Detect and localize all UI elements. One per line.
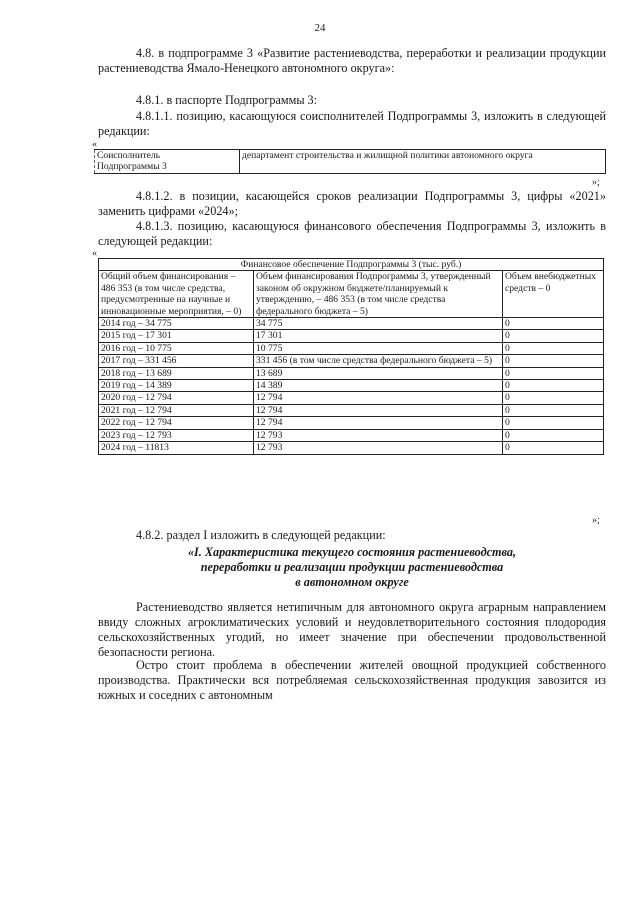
financing-extrabudget-cell: 0 xyxy=(503,367,604,379)
page-number: 24 xyxy=(314,22,326,34)
close-quote-1: »; xyxy=(592,177,600,188)
financing-extrabudget-cell: 0 xyxy=(503,442,604,454)
financing-budget-cell: 12 794 xyxy=(254,404,503,416)
financing-extrabudget-cell: 0 xyxy=(503,429,604,441)
financing-extrabudget-cell: 0 xyxy=(503,330,604,342)
financing-budget-cell: 12 794 xyxy=(254,417,503,429)
paragraph-4-8-1: 4.8.1. в паспорте Подпрограммы 3: xyxy=(136,93,318,107)
financing-header-extrabudget: Объем внебюджетных средств – 0 xyxy=(503,271,604,318)
coexecutor-label-line1: Соисполнитель xyxy=(97,150,161,161)
financing-table-caption: Финансовое обеспечение Подпрограммы 3 (тыс. руб.) xyxy=(99,259,604,271)
coexecutor-value-cell: департамент строительства и жилищной политики автономного округа xyxy=(240,150,606,174)
financing-extrabudget-cell: 0 xyxy=(503,404,604,416)
financing-extrabudget-cell: 0 xyxy=(503,380,604,392)
paragraph-4-8-2: 4.8.2. раздел I изложить в следующей редакции: xyxy=(136,528,386,542)
paragraph-4-8: 4.8. в подпрограмме 3 «Развитие растениеводства, переработки и реализации продукции растениеводства Ямало-Ненецкого автономного округа»: xyxy=(98,46,606,75)
financing-budget-cell: 12 793 xyxy=(254,429,503,441)
financing-budget-cell: 10 775 xyxy=(254,342,503,354)
financing-year-cell: 2014 год – 34 775 xyxy=(99,318,254,330)
open-quote-2: « xyxy=(92,248,97,259)
financing-extrabudget-cell: 0 xyxy=(503,417,604,429)
financing-header-total: Общий объем финансирования – 486 353 (в том числе средства, предусмотренные на научные и инновационные мероприятия, – 0) xyxy=(99,271,254,318)
financing-budget-cell: 12 793 xyxy=(254,442,503,454)
financing-row xyxy=(99,355,604,367)
financing-year-cell: 2017 год – 331 456 xyxy=(99,355,254,367)
body-paragraph-1: Растениеводство является нетипичным для автономного округа аграрным направлением ввиду сложных агроклиматических условий и неудовлетворительного состояния плодородия сельскохозяйственных угодий, но имеет значение при обеспечении продовольственной безопасности региона. xyxy=(98,600,606,659)
financing-row xyxy=(99,380,604,392)
financing-year-cell: 2021 год – 12 794 xyxy=(99,404,254,416)
financing-year-cell: 2023 год – 12 793 xyxy=(99,429,254,441)
financing-row xyxy=(99,404,604,416)
section-heading-line3: в автономном округе xyxy=(295,575,409,589)
paragraph-4-8-1-2: 4.8.1.2. в позиции, касающейся сроков реализации Подпрограммы 3, цифры «2021» заменить цифрами «2024»; xyxy=(98,189,606,218)
body-paragraph-2: Остро стоит проблема в обеспечении жителей овощной продукцией собственного производства. Практически вся потребляемая сельскохозяйственная продукция завозится из южных и соседних с автономным xyxy=(98,658,606,702)
coexecutor-table xyxy=(94,149,606,174)
financing-budget-cell: 14 389 xyxy=(254,380,503,392)
financing-row xyxy=(99,417,604,429)
financing-row xyxy=(99,429,604,441)
financing-row xyxy=(99,330,604,342)
financing-rows xyxy=(99,318,604,454)
financing-table xyxy=(98,258,604,455)
coexecutor-label-cell xyxy=(95,150,240,174)
financing-extrabudget-cell: 0 xyxy=(503,342,604,354)
financing-row xyxy=(99,367,604,379)
coexecutor-label-line2: Подпрограммы 3 xyxy=(97,161,167,173)
financing-budget-cell: 17 301 xyxy=(254,330,503,342)
financing-year-cell: 2016 год – 10 775 xyxy=(99,342,254,354)
financing-year-cell: 2018 год – 13 689 xyxy=(99,367,254,379)
financing-extrabudget-cell: 0 xyxy=(503,392,604,404)
open-quote-1: « xyxy=(92,139,97,150)
financing-row xyxy=(99,392,604,404)
financing-budget-cell: 12 794 xyxy=(254,392,503,404)
financing-year-cell: 2022 год – 12 794 xyxy=(99,417,254,429)
financing-row xyxy=(99,342,604,354)
financing-budget-cell: 13 689 xyxy=(254,367,503,379)
financing-row xyxy=(99,318,604,330)
financing-row xyxy=(99,442,604,454)
financing-budget-cell: 34 775 xyxy=(254,318,503,330)
financing-extrabudget-cell: 0 xyxy=(503,355,604,367)
financing-year-cell: 2024 год – 11813 xyxy=(99,442,254,454)
financing-header-budget: Объем финансирования Подпрограммы 3, утвержденный законом об окружном бюджете/планируемый к утверждению, – 486 353 (в том числе средства федерального бюджета – 5) xyxy=(254,271,503,318)
financing-budget-cell: 331 456 (в том числе средства федерального бюджета – 5) xyxy=(254,355,503,367)
financing-year-cell: 2015 год – 17 301 xyxy=(99,330,254,342)
close-quote-2: »; xyxy=(592,515,600,526)
section-heading-line2: переработки и реализации продукции растениеводства xyxy=(200,560,504,574)
paragraph-4-8-1-3: 4.8.1.3. позицию, касающуюся финансового обеспечения Подпрограммы 3, изложить в следующей редакции: xyxy=(98,219,606,248)
financing-year-cell: 2019 год – 14 389 xyxy=(99,380,254,392)
financing-extrabudget-cell: 0 xyxy=(503,318,604,330)
financing-year-cell: 2020 год – 12 794 xyxy=(99,392,254,404)
section-heading-line1: «I. Характеристика текущего состояния растениеводства, xyxy=(187,545,517,559)
paragraph-4-8-1-1: 4.8.1.1. позицию, касающуюся соисполнителей Подпрограммы 3, изложить в следующей редакции: xyxy=(98,109,606,138)
